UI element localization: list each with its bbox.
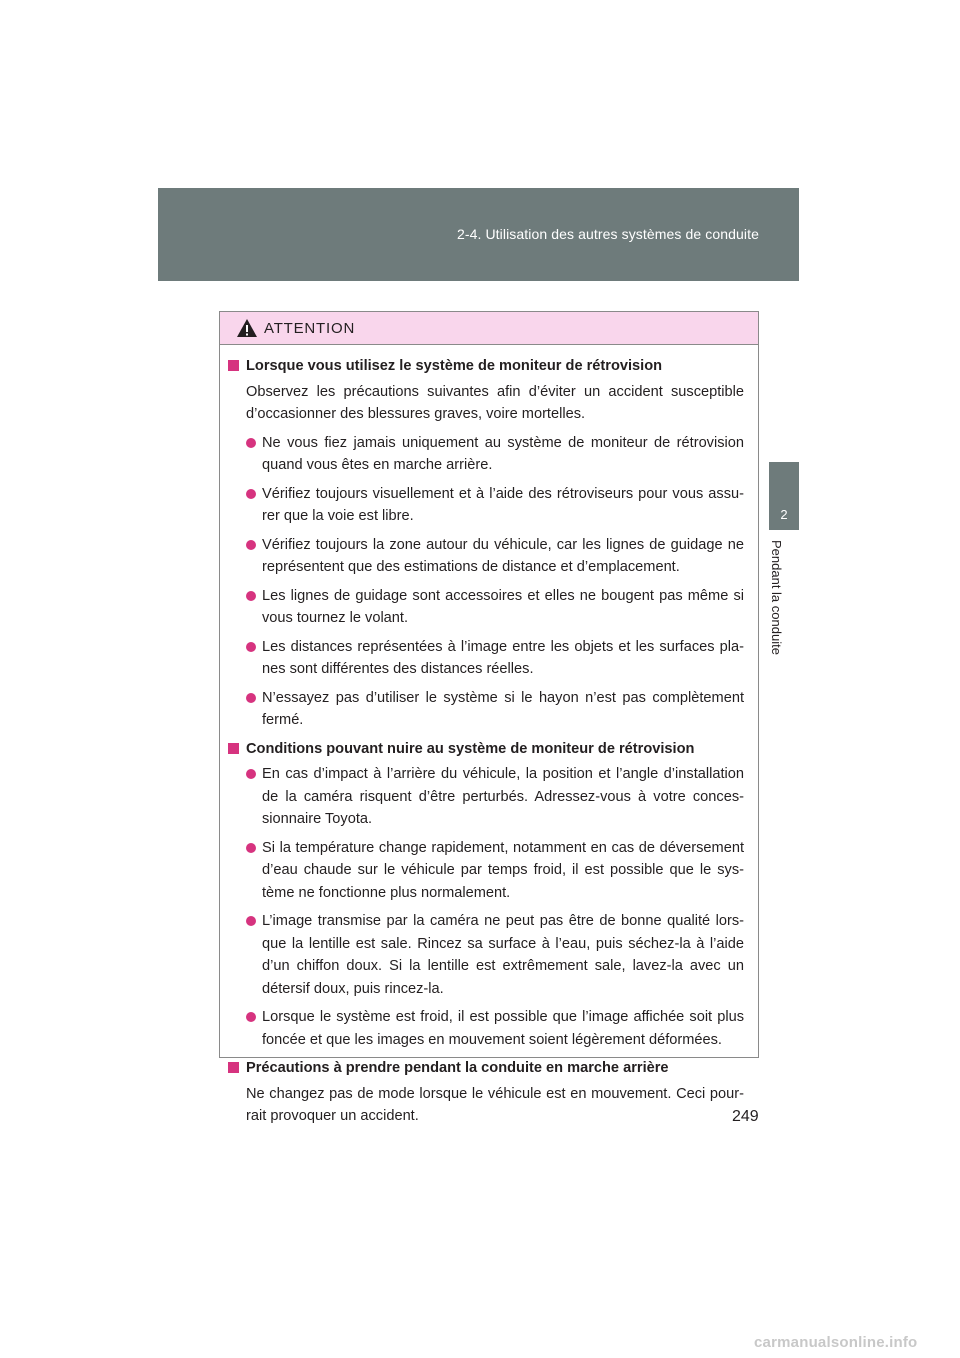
section-paragraph: Observez les précautions suivantes afin d’éviter un accident susceptible d’occasionner des blessures graves, voire mortelles. — [246, 383, 744, 422]
dot-bullet-icon — [246, 489, 256, 499]
dot-bullet-icon — [246, 642, 256, 652]
section-heading: Lorsque vous utilisez le système de moniteur de rétrovision — [228, 355, 744, 378]
warning-title: ATTENTION — [264, 319, 356, 337]
section-paragraph: Ne changez pas de mode lorsque le véhicule est en mouvement. Ceci pour-rait provoquer un accident. — [246, 1085, 744, 1124]
section-heading: Précautions à prendre pendant la conduite en marche arrière — [228, 1057, 744, 1080]
bullet-item: En cas d’impact à l’arrière du véhicule, la position et l’angle d’installation de la caméra risquent d’être perturbés. Adressez-vous à votre conces-sionnaire Toyota. — [228, 763, 744, 831]
dot-bullet-icon — [246, 438, 256, 448]
side-band — [769, 296, 799, 1326]
dot-bullet-icon — [246, 540, 256, 550]
dot-bullet-icon — [246, 591, 256, 601]
chapter-tab — [769, 462, 799, 530]
bullet-item: Vérifiez toujours la zone autour du véhicule, car les lignes de guidage ne représentent que des estimations de distance et d’emplacement. — [228, 534, 744, 579]
square-bullet-icon — [228, 360, 239, 371]
bullet-item: Vérifiez toujours visuellement et à l’aide des rétroviseurs pour vous assu-rer que la voie est libre. — [228, 483, 744, 528]
warning-body — [220, 345, 758, 1128]
header-band — [158, 188, 799, 281]
section-heading: Conditions pouvant nuire au système de moniteur de rétrovision — [228, 738, 744, 761]
bullet-item: Les lignes de guidage sont accessoires et elles ne bougent pas même si vous tournez le volant. — [228, 585, 744, 630]
warning-triangle-icon — [236, 318, 258, 338]
dot-bullet-icon — [246, 1012, 256, 1022]
square-bullet-icon — [228, 1062, 239, 1073]
square-bullet-icon — [228, 743, 239, 754]
bullet-item: Les distances représentées à l’image entre les objets et les surfaces pla-nes sont différentes des distances réelles. — [228, 636, 744, 681]
bullet-item: L’image transmise par la caméra ne peut pas être de bonne qualité lors-que la lentille est sale. Rincez sa surface à l’eau, puis séchez-la à l’aide d’un chiffon doux. Si la lentille est extrêmement sale, lavez-la avec un détersif doux, puis rincez-la. — [228, 910, 744, 1000]
dot-bullet-icon — [246, 769, 256, 779]
chapter-number: 2 — [780, 507, 788, 522]
warning-header — [220, 312, 758, 345]
bullet-item: N’essayez pas d’utiliser le système si le hayon n’est pas complètement fermé. — [228, 687, 744, 732]
chapter-label: Pendant la conduite — [769, 540, 784, 655]
dot-bullet-icon — [246, 843, 256, 853]
section-title: 2-4. Utilisation des autres systèmes de conduite — [456, 226, 759, 242]
dot-bullet-icon — [246, 916, 256, 926]
bullet-item: Si la température change rapidement, notamment en cas de déversement d’eau chaude sur le véhicule par temps froid, il est possible que le sys-tème ne fonctionne plus normalement. — [228, 837, 744, 905]
dot-bullet-icon — [246, 693, 256, 703]
bullet-item: Lorsque le système est froid, il est possible que l’image affichée soit plus foncée et que les images en mouvement soient légèrement déformées. — [228, 1006, 744, 1051]
watermark: carmanualsonline.info — [754, 1334, 918, 1351]
bullet-item: Ne vous fiez jamais uniquement au système de moniteur de rétrovision quand vous êtes en marche arrière. — [228, 432, 744, 477]
page-number: 249 — [732, 1108, 759, 1125]
